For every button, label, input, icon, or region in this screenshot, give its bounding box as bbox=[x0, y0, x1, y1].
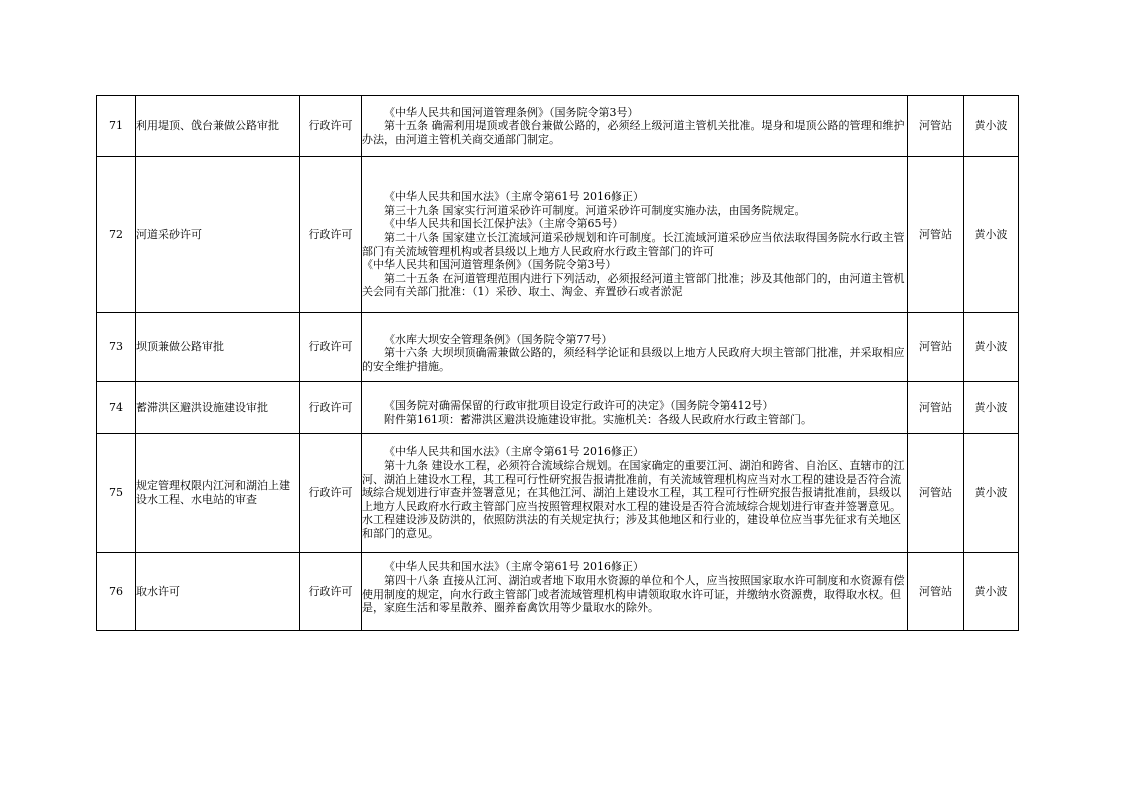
item-name: 取水许可 bbox=[136, 553, 300, 631]
table-row bbox=[97, 382, 1019, 434]
basis-line: 第二十五条 在河道管理范围内进行下列活动，必须报经河道主管部门批准；涉及其他部门的，由河道主管机关会同有关部门批准：（1）采砂、取土、淘金、弃置砂石或者淤泥 bbox=[362, 271, 905, 299]
responsible-person: 黄小波 bbox=[964, 553, 1019, 631]
row-number: 72 bbox=[97, 157, 136, 313]
basis-line: 《水库大坝安全管理条例》（国务院令第77号） bbox=[384, 332, 613, 346]
permits-table bbox=[96, 95, 1019, 631]
basis-line: 《中华人民共和国长江保护法》（主席令第65号） bbox=[384, 217, 624, 231]
table-row bbox=[97, 96, 1019, 157]
item-category: 行政许可 bbox=[300, 553, 362, 631]
table-row bbox=[97, 313, 1019, 382]
row-number: 73 bbox=[97, 313, 136, 382]
basis-line: 第十六条 大坝坝顶确需兼做公路的，须经科学论证和县级以上地方人民政府大坝主管部门批准，并采取相应的安全维护措施。 bbox=[362, 346, 905, 373]
responsible-person: 黄小波 bbox=[964, 382, 1019, 434]
table-row bbox=[97, 157, 1019, 313]
item-name: 蓄滞洪区避洪设施建设审批 bbox=[136, 382, 300, 434]
item-category: 行政许可 bbox=[300, 157, 362, 313]
table-row bbox=[97, 553, 1019, 631]
basis-line: 《中华人民共和国河道管理条例》（国务院令第3号） bbox=[362, 258, 617, 272]
department: 河管站 bbox=[908, 313, 964, 382]
legal-basis bbox=[362, 434, 908, 553]
basis-line: 《国务院对确需保留的行政审批项目设定行政许可的决定》（国务院令第412号） bbox=[384, 398, 774, 412]
row-number: 75 bbox=[97, 434, 136, 553]
item-category: 行政许可 bbox=[300, 313, 362, 382]
item-name: 利用堤顶、戗台兼做公路审批 bbox=[136, 96, 300, 157]
item-name: 坝顶兼做公路审批 bbox=[136, 313, 300, 382]
basis-line: 第十五条 确需利用堤顶或者戗台兼做公路的，必须经上级河道主管机关批准。堤身和堤顶公路的管理和维护办法，由河道主管机关商交通部门制定。 bbox=[362, 119, 905, 146]
department: 河管站 bbox=[908, 434, 964, 553]
basis-line: 第四十八条 直接从江河、湖泊或者地下取用水资源的单位和个人，应当按照国家取水许可制度和水资源有偿使用制度的规定，向水行政主管部门或者流域管理机构申请领取取水许可证，并缴纳水资源费，取得取水权。但是，家庭生活和零星散养、圈养畜禽饮用等少量取水的除外。 bbox=[362, 573, 905, 615]
table-row bbox=[97, 434, 1019, 553]
row-number: 76 bbox=[97, 553, 136, 631]
department: 河管站 bbox=[908, 157, 964, 313]
item-name: 河道采砂许可 bbox=[136, 157, 300, 313]
row-number: 71 bbox=[97, 96, 136, 157]
basis-line: 第十九条 建设水工程，必须符合流域综合规划。在国家确定的重要江河、湖泊和跨省、自治区、直辖市的江河、湖泊上建设水工程，其工程可行性研究报告报请批准前，有关流域管理机构应当对水工程的建设是否符合流域综合规划进行审查并签署意见；在其他江河、湖泊上建设水工程，其工程可行性研究报告报请批准前，县级以上地方人民政府水行政主管部门应当按照管理权限对水工程的建设是否符合流域综合规划进行审查并签署意见。水工程建设涉及防洪的，依照防洪法的有关规定执行；涉及其他地区和行业的，建设单位应当事先征求有关地区和部门的意见。 bbox=[362, 459, 905, 540]
responsible-person: 黄小波 bbox=[964, 96, 1019, 157]
legal-basis bbox=[362, 553, 908, 631]
row-number: 74 bbox=[97, 382, 136, 434]
responsible-person: 黄小波 bbox=[964, 313, 1019, 382]
department: 河管站 bbox=[908, 553, 964, 631]
item-category: 行政许可 bbox=[300, 96, 362, 157]
legal-basis bbox=[362, 157, 908, 313]
basis-line: 《中华人民共和国水法》（主席令第61号 2016修正） bbox=[384, 560, 644, 574]
basis-line: 第二十八条 国家建立长江流域河道采砂规划和许可制度。长江流域河道采砂应当依法取得国务院水行政主管部门有关流域管理机构或者县级以上地方人民政府水行政主管部门的许可 bbox=[362, 230, 905, 258]
department: 河管站 bbox=[908, 96, 964, 157]
responsible-person: 黄小波 bbox=[964, 157, 1019, 313]
department: 河管站 bbox=[908, 382, 964, 434]
legal-basis bbox=[362, 96, 908, 157]
responsible-person: 黄小波 bbox=[964, 434, 1019, 553]
basis-line: 《中华人民共和国水法》（主席令第61号 2016修正） bbox=[384, 190, 644, 204]
basis-line: 第三十九条 国家实行河道采砂许可制度。河道采砂许可制度实施办法，由国务院规定。 bbox=[384, 203, 806, 217]
item-name: 规定管理权限内江河和湖泊上建设水工程、水电站的审查 bbox=[136, 434, 300, 553]
basis-line: 《中华人民共和国水法》（主席令第61号 2016修正） bbox=[384, 445, 644, 459]
item-category: 行政许可 bbox=[300, 434, 362, 553]
item-category: 行政许可 bbox=[300, 382, 362, 434]
legal-basis bbox=[362, 313, 908, 382]
basis-line: 《中华人民共和国河道管理条例》（国务院令第3号） bbox=[384, 105, 639, 119]
legal-basis bbox=[362, 382, 908, 434]
basis-line: 附件第161项：蓄滞洪区避洪设施建设审批。实施机关：各级人民政府水行政主管部门。 bbox=[384, 412, 812, 426]
